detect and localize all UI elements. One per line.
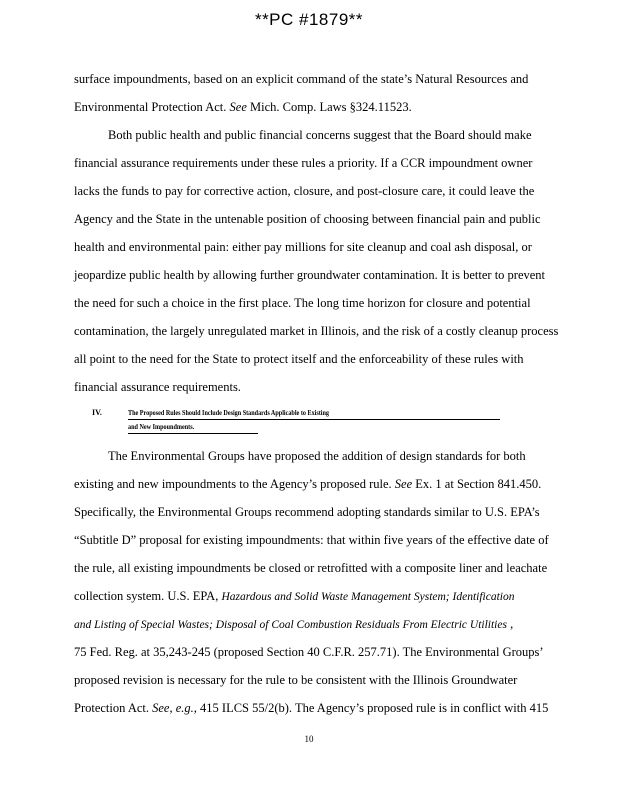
page-number: 10 [304,734,314,744]
body-line: Agency and the State in the untenable position of choosing between financial pain and public [74,212,541,226]
body-line: lacks the funds to pay for corrective action, closure, and post-closure care, it could leave the [74,184,535,198]
body-line: the need for such a choice in the first place. The long time horizon for closure and potential [74,296,531,310]
body-line: Specifically, the Environmental Groups recommend adopting standards similar to U.S. EPA’s [74,505,540,519]
body-line: the rule, all existing impoundments be closed or retrofitted with a composite liner and leachate [74,561,548,575]
section-number: IV. [92,408,102,417]
section-title-line-2: and New Impoundments. [128,422,195,431]
body-line: Protection Act. See, e.g., 415 ILCS 55/2(b). The Agency’s proposed rule is in conflict with 415 [74,701,549,715]
page-header: **PC #1879** [254,10,364,29]
body-line: contamination, the largely unregulated market in Illinois, and the risk of a costly cleanup process [74,324,559,338]
body-line: proposed revision is necessary for the rule to be consistent with the Illinois Groundwater [74,673,518,687]
body-line: and Listing of Special Wastes; Disposal of Coal Combustion Residuals From Electric Utilities , [74,617,514,631]
body-line: health and environmental pain: either pay millions for site cleanup and coal ash disposal, or [74,240,532,254]
body-line: collection system. U.S. EPA, Hazardous and Solid Waste Management System; Identification [74,589,515,603]
body-line: “Subtitle D” proposal for existing impoundments: that within five years of the effective date of [74,533,549,547]
body-line: jeopardize public health by allowing further groundwater contamination. It is better to prevent [74,268,546,282]
body-line: all point to the need for the State to protect itself and the enforceability of these rules with [74,352,524,366]
body-line: financial assurance requirements under these rules a priority. If a CCR impoundment owner [74,156,533,170]
body-line: surface impoundments, based on an explicit command of the state’s Natural Resources and [74,72,529,86]
body-line: existing and new impoundments to the Agency’s proposed rule. See Ex. 1 at Section 841.450. [74,477,542,491]
citation-signal: See [229,100,247,114]
body-line: Environmental Protection Act. See Mich. Comp. Laws §324.11523. [74,100,412,114]
section-title-underline [128,419,500,420]
body-line: financial assurance requirements. [74,380,241,394]
section-title-underline [128,433,258,434]
body-line: Both public health and public financial concerns suggest that the Board should make [108,128,532,142]
body-line: 75 Fed. Reg. at 35,243-245 (proposed Section 40 C.F.R. 257.71). The Environmental Groups’ [74,645,544,659]
body-line: The Environmental Groups have proposed the addition of design standards for both [108,449,526,463]
section-title-line-1: The Proposed Rules Should Include Design Standards Applicable to Existing [128,408,330,417]
